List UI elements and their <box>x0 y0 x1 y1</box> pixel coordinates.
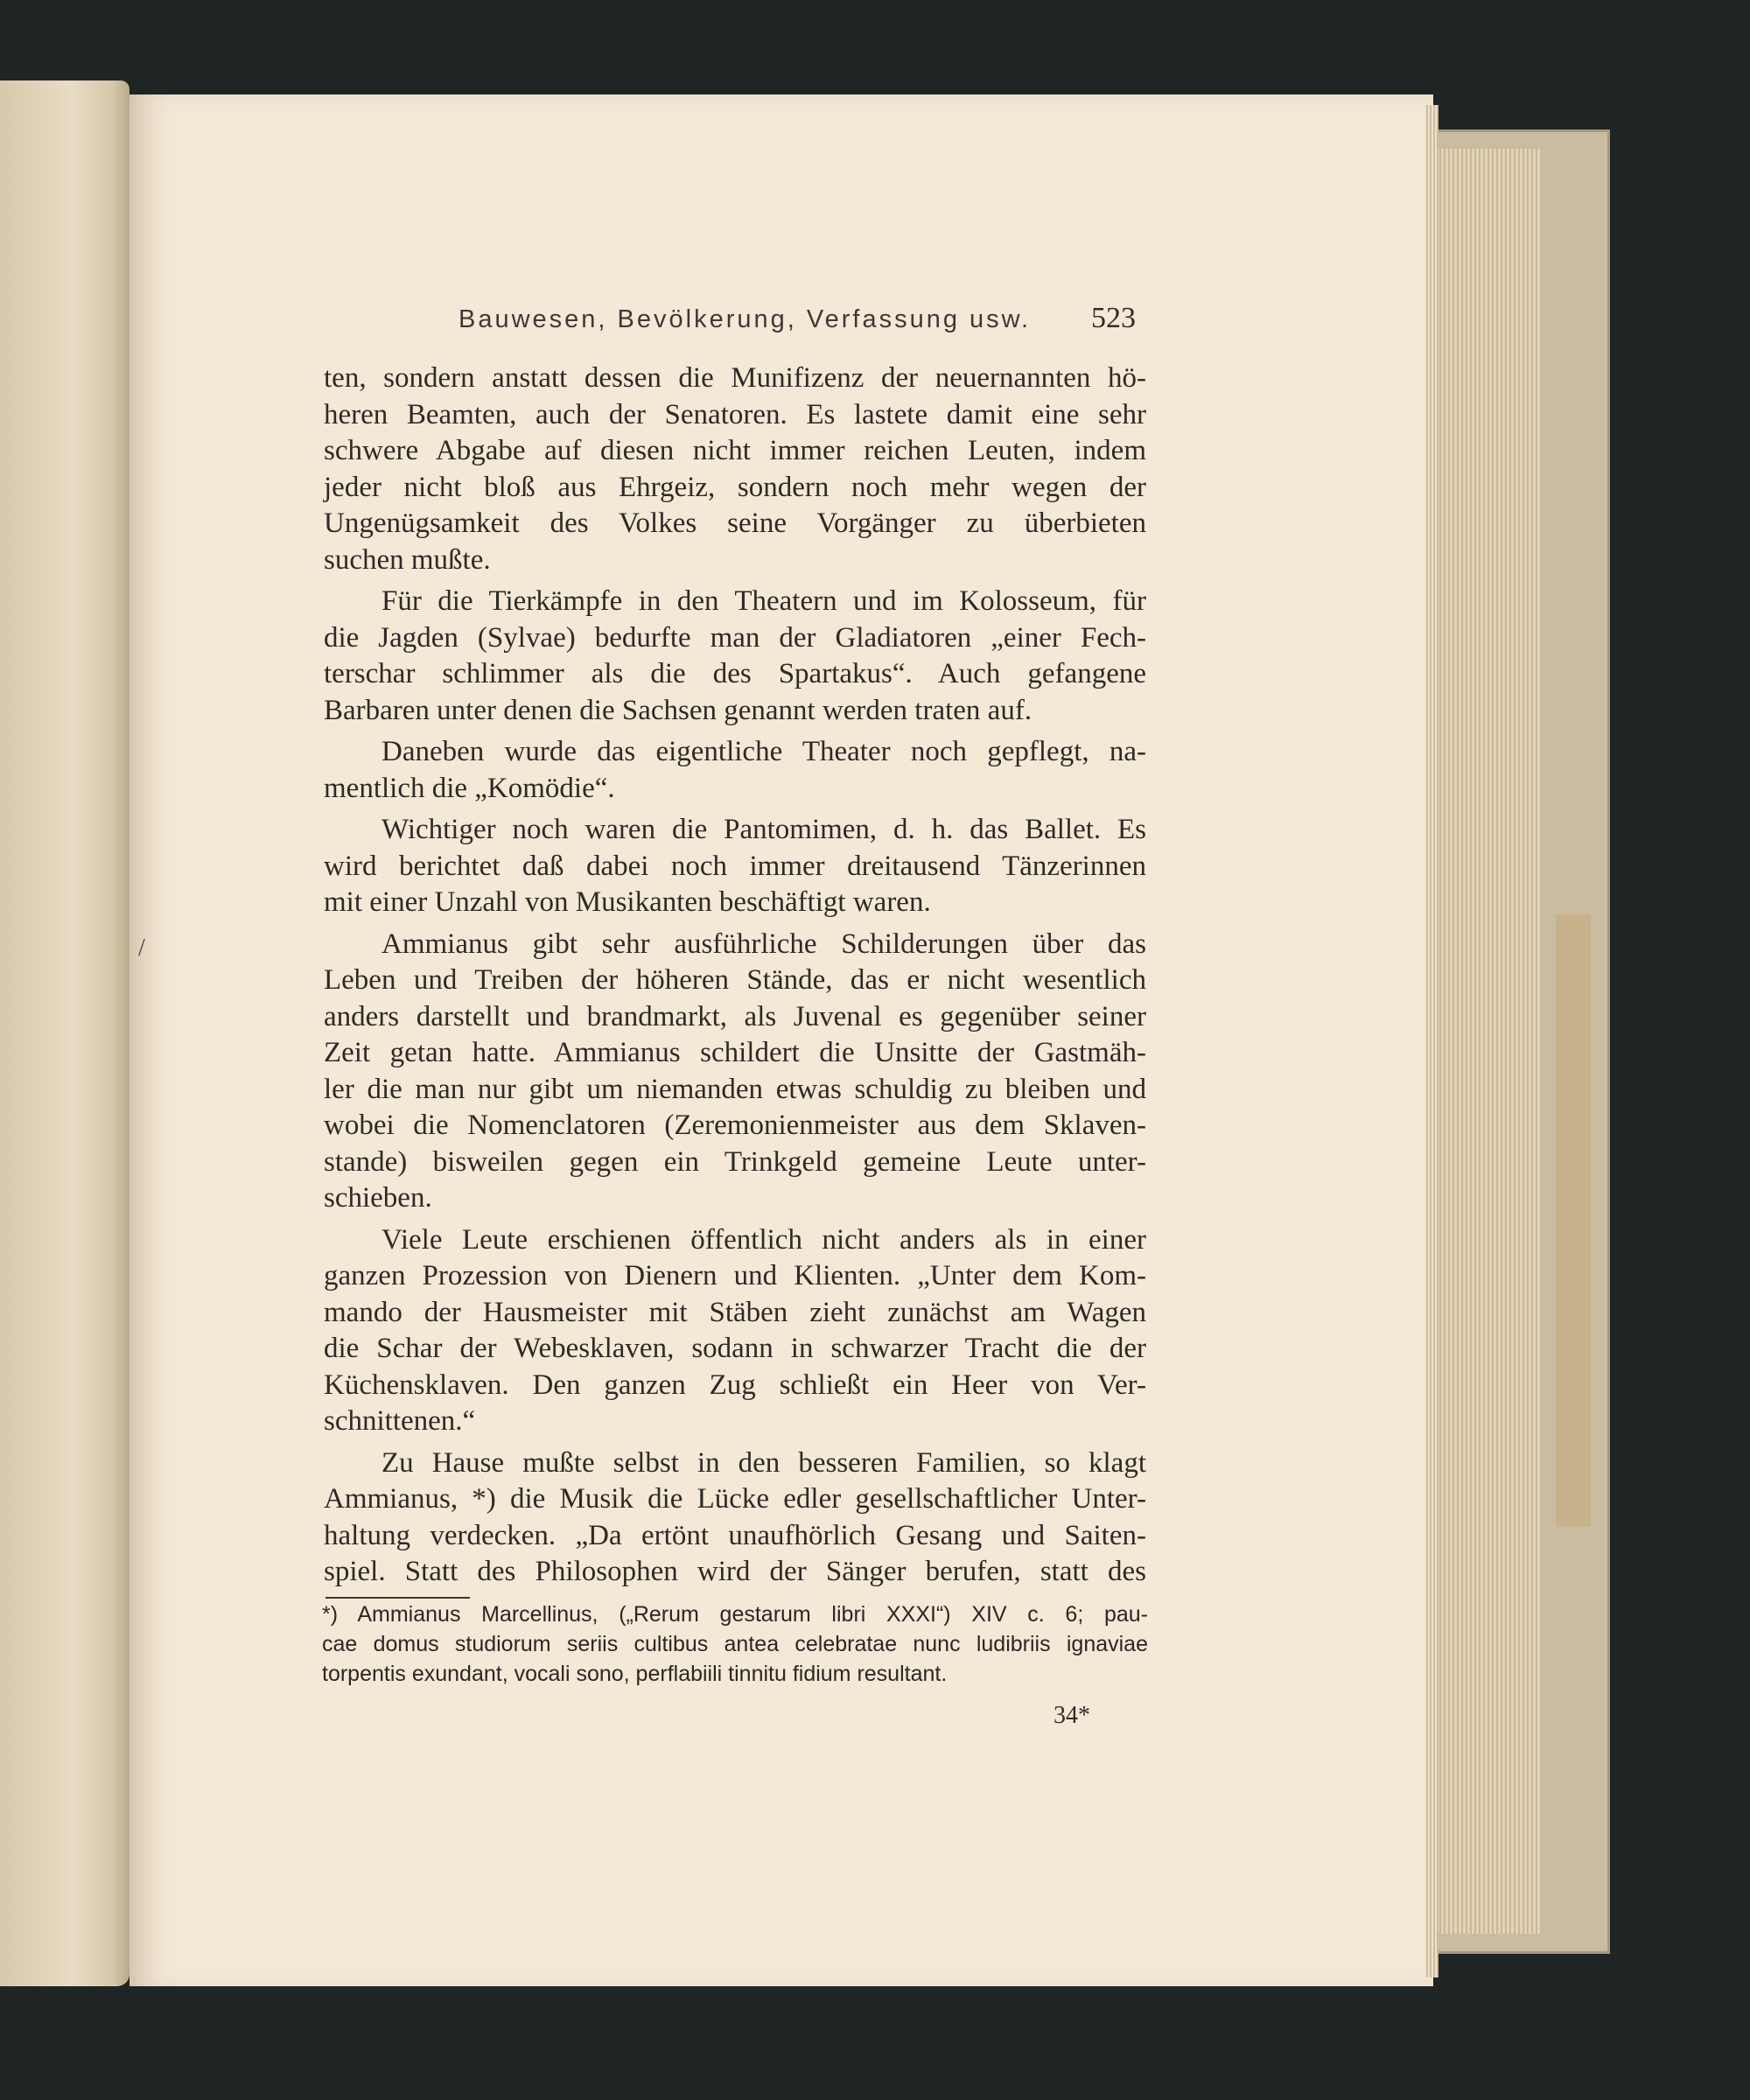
text-line: stande) bisweilen gegen ein Trinkgeld gemeine Leute unter- <box>324 1145 1146 1178</box>
text-line: schieben. <box>324 1182 432 1214</box>
paragraph <box>324 927 1146 1217</box>
page-block-edge <box>1437 149 1540 1934</box>
text-line: jeder nicht bloß aus Ehrgeiz, sondern noch mehr wegen der <box>324 471 1146 503</box>
text-line: terschar schlimmer als die des Spartakus“. Auch gefangene <box>324 658 1146 690</box>
paragraph <box>324 1446 1146 1591</box>
text-line: Küchensklaven. Den ganzen Zug schließt ein Heer von Ver- <box>324 1368 1146 1401</box>
text-line: mentlich die „Komödie“. <box>324 772 615 804</box>
text-line: mando der Hausmeister mit Stäben zieht zunächst am Wagen <box>324 1296 1146 1328</box>
text-line: heren Beamten, auch der Senatoren. Es lastete damit eine sehr <box>324 398 1146 430</box>
text-line: Leben und Treiben der höheren Stände, das er nicht wesentlich <box>324 964 1146 996</box>
text-line: ganzen Prozession von Dienern und Klienten. „Unter dem Kom- <box>324 1260 1146 1292</box>
text-line: Daneben wurde das eigentliche Theater noch gepflegt, na- <box>382 736 1146 767</box>
signature-mark: 34* <box>1054 1702 1090 1729</box>
text-line: mit einer Unzahl von Musikanten beschäftigt waren. <box>324 886 931 918</box>
text-line: die Jagden (Sylvae) bedurfte man der Gladiatoren „einer Fech- <box>324 621 1146 654</box>
body-text <box>324 360 1146 1596</box>
text-line: die Schar der Webesklaven, sodann in schwarzer Tracht die der <box>324 1333 1146 1364</box>
footnote-line: torpentis exundant, vocali sono, perflabiili tinnitu fidium resultant. <box>322 1662 948 1686</box>
text-line: Für die Tierkämpfe in den Theatern und im Kolosseum, für <box>382 585 1146 617</box>
footnote <box>322 1600 1148 1689</box>
running-title: Bauwesen, Bevölkerung, Verfassung usw. <box>458 305 1032 333</box>
text-line: haltung verdecken. „Da ertönt unaufhörlich Gesang und Saiten- <box>324 1519 1146 1551</box>
text-line: wird berichtet daß dabei noch immer dreitausend Tänzerinnen <box>324 850 1146 882</box>
page-number: 523 <box>1091 302 1136 334</box>
text-line: spiel. Statt des Philosophen wird der Sänger berufen, statt des <box>324 1556 1146 1587</box>
text-line: schwere Abgabe auf diesen nicht immer reichen Leuten, indem <box>324 435 1146 466</box>
text-line: anders darstellt und brandmarkt, als Juvenal es gegenüber seiner <box>324 1000 1146 1032</box>
footnote-line: cae domus studiorum seriis cultibus antea celebratae nunc ludibriis ignaviae <box>322 1632 1148 1656</box>
running-head <box>326 302 1146 342</box>
text-line: schnittenen.“ <box>324 1405 476 1437</box>
text-line: Viele Leute erschienen öffentlich nicht anders als in einer <box>382 1223 1146 1256</box>
left-page-edge <box>0 80 130 1986</box>
text-line: Ammianus, *) die Musik die Lücke edler gesellschaftlicher Unter- <box>324 1483 1146 1515</box>
margin-mark: / <box>138 934 145 962</box>
page-edge <box>1424 105 1438 1978</box>
text-line: ten, sondern anstatt dessen die Munifizenz der neuernannten hö- <box>324 362 1146 394</box>
paragraph <box>324 734 1146 807</box>
text-line: ler die man nur gibt um niemanden etwas schuldig zu bleiben und <box>324 1073 1146 1105</box>
paragraph <box>324 1222 1146 1440</box>
spine-strip <box>1556 914 1591 1527</box>
text-line: Ungenügsamkeit des Volkes seine Vorgänger zu überbieten <box>324 508 1146 539</box>
text-line: Zu Hause mußte selbst in den besseren Familien, so klagt <box>382 1446 1146 1479</box>
text-line: Ammianus gibt sehr ausführliche Schilderungen über das <box>382 928 1146 960</box>
footnote-rule <box>326 1597 470 1599</box>
paragraph <box>324 360 1146 578</box>
text-line: Wichtiger noch waren die Pantomimen, d. h. das Ballet. Es <box>382 814 1146 845</box>
text-line: Barbaren unter denen die Sachsen genannt werden traten auf. <box>324 694 1032 726</box>
text-line: wobei die Nomenclatoren (Zeremonienmeister aus dem Sklaven- <box>324 1110 1146 1141</box>
paragraph <box>324 584 1146 729</box>
text-line: suchen mußte. <box>324 543 491 576</box>
text-line: Zeit getan hatte. Ammianus schildert die Unsitte der Gastmäh- <box>324 1037 1146 1068</box>
paragraph <box>324 812 1146 921</box>
footnote-line: *) Ammianus Marcellinus, („Rerum gestarum libri XXXI“) XIV c. 6; pau- <box>322 1602 1148 1627</box>
